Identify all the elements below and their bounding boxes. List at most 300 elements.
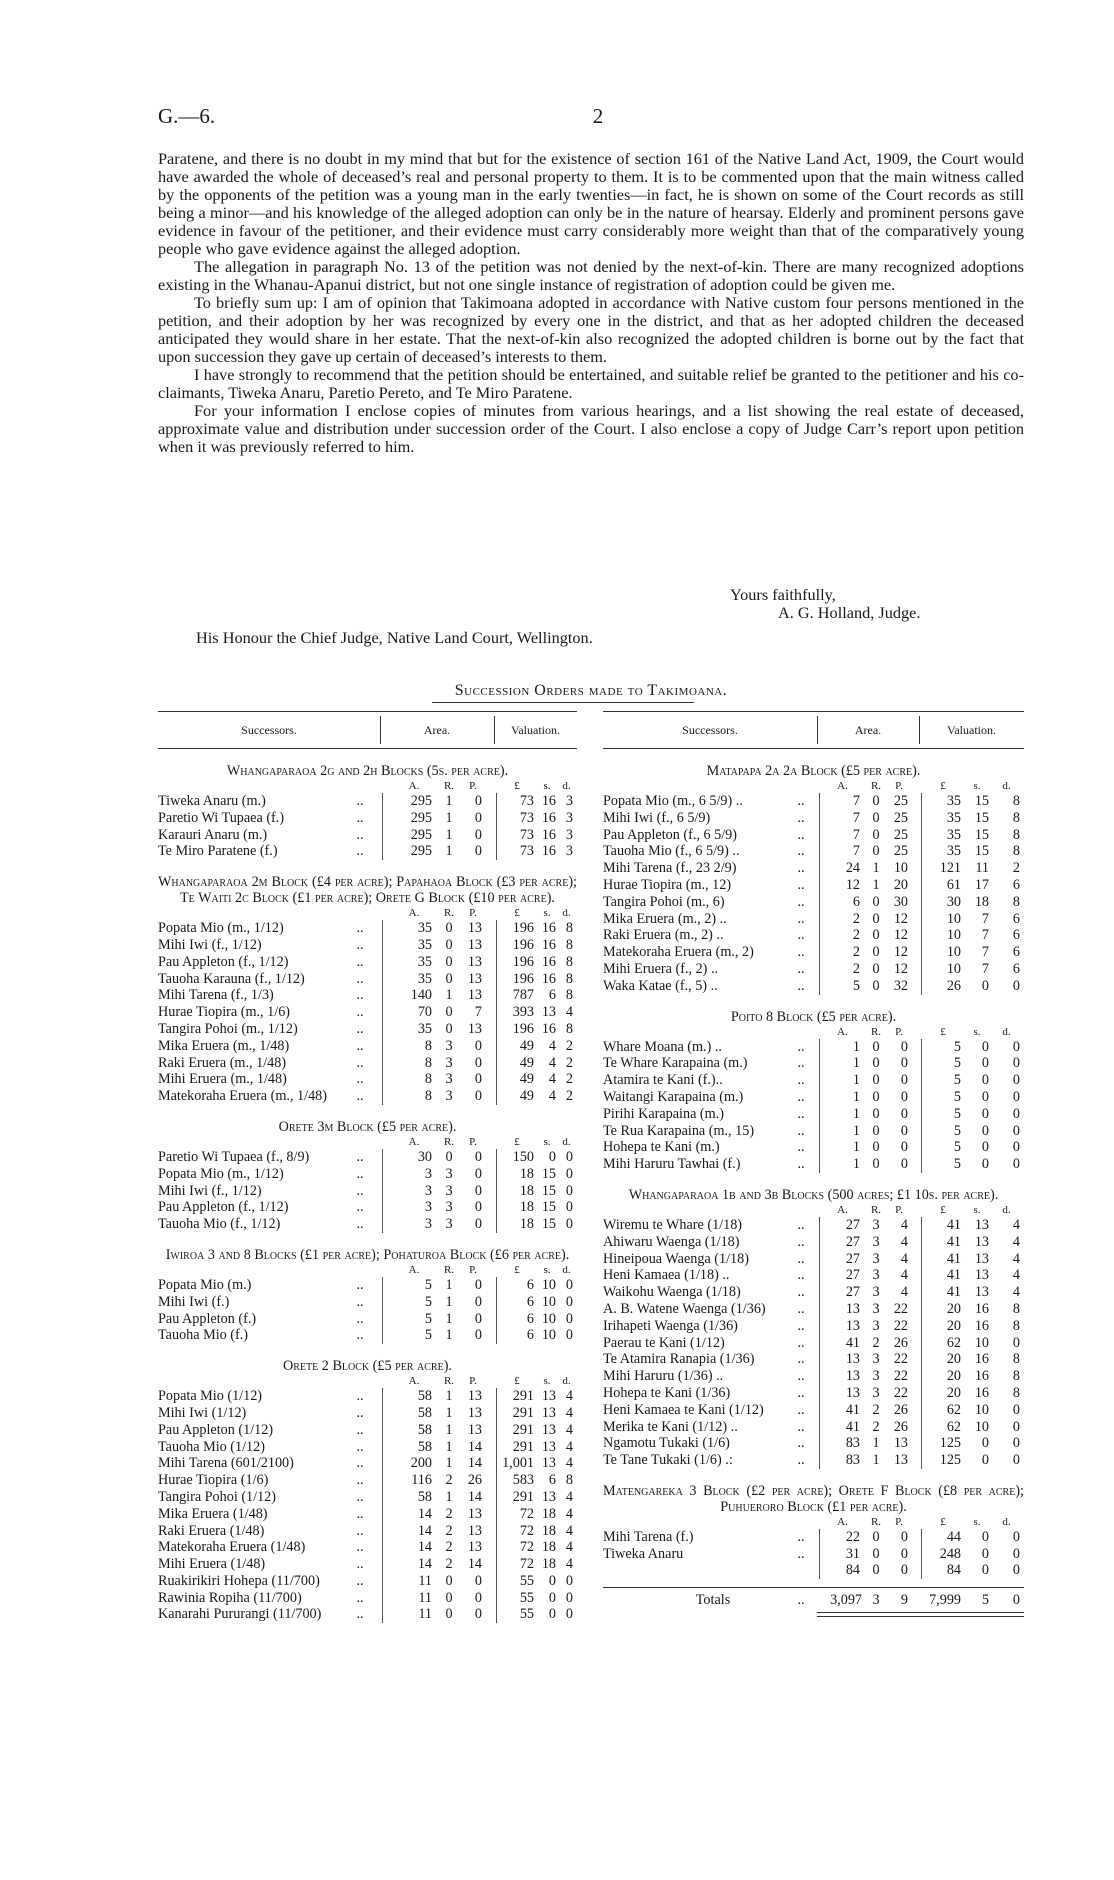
column-rule [382, 1004, 383, 1021]
area-roods: 0 [872, 1038, 880, 1055]
header-successors: Successors. [241, 723, 297, 737]
leader-dots: .. [797, 1545, 805, 1562]
letter-paragraph: The allegation in paragraph No. 13 of the petition was not denied by the next-of-kin. There are many recognized adoptions existing in the Whanau-Apanui district, but not one single instance of registration of adoption could be given me. [158, 257, 1024, 294]
successor-name: Atamira te Kani (f.).. [603, 1072, 723, 1089]
value-pence: 0 [1012, 1435, 1020, 1452]
area-roods: 1 [445, 1276, 453, 1293]
area-perches: 13 [467, 953, 482, 970]
area-acres: 31 [845, 1545, 860, 1562]
value-shillings: 0 [548, 1572, 556, 1589]
value-pence: 0 [1012, 1528, 1020, 1545]
area-roods: 3 [445, 1037, 453, 1054]
value-pence: 0 [1012, 1055, 1020, 1072]
value-pounds: 20 [946, 1351, 961, 1368]
leader-dots: .. [797, 1435, 805, 1452]
letter-signature: A. G. Holland, Judge. [778, 603, 921, 622]
area-roods: 2 [445, 1539, 453, 1556]
column-rule [382, 1021, 383, 1038]
area-roods: 2 [872, 1334, 880, 1351]
area-perches: 4 [900, 1267, 908, 1284]
table-row [158, 1294, 577, 1311]
column-rule [382, 1055, 383, 1072]
area-acres: 7 [852, 826, 860, 843]
value-pence: 6 [1012, 944, 1020, 961]
area-acres: 35 [417, 970, 432, 987]
value-shillings: 13 [541, 1455, 556, 1472]
total-pounds: 7,999 [929, 1592, 961, 1609]
column-rule [496, 1183, 497, 1200]
area-roods: 1 [872, 1435, 880, 1452]
value-pence: 3 [565, 826, 573, 843]
page-header [158, 104, 1038, 128]
area-perches: 20 [893, 876, 908, 893]
unit-roods: R. [870, 1515, 882, 1528]
area-acres: 3 [424, 1165, 432, 1182]
value-pence: 6 [1012, 876, 1020, 893]
area-roods: 0 [872, 960, 880, 977]
area-acres: 1 [852, 1156, 860, 1173]
value-pence: 8 [1012, 1300, 1020, 1317]
leader-dots: .. [797, 1038, 805, 1055]
leader-dots: .. [356, 1216, 364, 1233]
column-rule [382, 1038, 383, 1055]
successor-name: Matekoraha Eruera (m., 2) [603, 944, 754, 961]
area-acres: 1 [852, 1105, 860, 1122]
area-roods: 0 [872, 944, 880, 961]
area-perches: 0 [474, 1293, 482, 1310]
value-shillings: 0 [981, 1088, 989, 1105]
block-title: Poito 8 Block (£5 per acre). [730, 1008, 897, 1025]
area-roods: 0 [872, 927, 880, 944]
value-pounds: 72 [519, 1505, 534, 1522]
area-perches: 26 [467, 1472, 482, 1489]
table-row [158, 1149, 577, 1166]
area-acres: 2 [852, 910, 860, 927]
area-roods: 0 [872, 1072, 880, 1089]
value-shillings: 13 [974, 1233, 989, 1250]
area-roods: 1 [445, 1293, 453, 1310]
area-perches: 4 [900, 1233, 908, 1250]
block-title: Whangaparaoa 2m Block (£4 per acre); Papahaoa Block (£3 per acre); Te Waiti 2c Block (£1 per acre); Orete G Block (£10 per acre). [158, 874, 577, 907]
column-rule [819, 1055, 820, 1072]
value-pounds: 62 [946, 1418, 961, 1435]
leader-dots: .. [797, 1072, 805, 1089]
value-pence: 0 [1012, 1334, 1020, 1351]
area-acres: 13 [845, 1300, 860, 1317]
value-pounds: 5 [953, 1156, 961, 1173]
column-rule [819, 1335, 820, 1352]
value-pence: 8 [1012, 843, 1020, 860]
area-roods: 0 [872, 843, 880, 860]
block-title: Orete 3m Block (£5 per acre). [278, 1118, 457, 1135]
area-acres: 3 [424, 1182, 432, 1199]
column-rule [921, 810, 922, 827]
unit-perches: P. [469, 780, 477, 792]
table-row [603, 877, 1024, 894]
area-perches: 13 [467, 920, 482, 937]
successor-name: Tauoha Mio (f., 6 5/9) .. [603, 843, 740, 860]
successor-name: Pau Appleton (f., 1/12) [158, 1199, 289, 1216]
value-shillings: 16 [974, 1317, 989, 1334]
leader-dots: .. [356, 970, 364, 987]
area-perches: 4 [900, 1250, 908, 1267]
successor-name: Whare Moana (m.) .. [603, 1038, 722, 1055]
leader-dots: .. [797, 1105, 805, 1122]
value-pence: 8 [565, 1472, 573, 1489]
value-pounds: 18 [519, 1199, 534, 1216]
area-acres: 30 [417, 1148, 432, 1165]
value-pence: 8 [565, 953, 573, 970]
area-acres: 58 [417, 1438, 432, 1455]
table-row [158, 1422, 577, 1439]
leader-dots: .. [356, 1505, 364, 1522]
table-row [158, 1523, 577, 1540]
value-pounds: 41 [946, 1267, 961, 1284]
letter-closing: Yours faithfully, [730, 585, 836, 604]
value-shillings: 16 [974, 1384, 989, 1401]
value-pounds: 35 [946, 843, 961, 860]
area-roods: 1 [445, 1388, 453, 1405]
area-roods: 3 [445, 1199, 453, 1216]
unit-pence: d. [1002, 780, 1011, 792]
area-perches: 13 [467, 1020, 482, 1037]
area-roods: 1 [445, 1421, 453, 1438]
column-rule [819, 1123, 820, 1140]
area-roods: 2 [445, 1556, 453, 1573]
leader-dots: .. [797, 1334, 805, 1351]
table-row [603, 1419, 1024, 1436]
value-shillings: 0 [548, 1606, 556, 1623]
value-shillings: 4 [548, 1071, 556, 1088]
value-pounds: 20 [946, 1317, 961, 1334]
area-acres: 8 [424, 1054, 432, 1071]
column-rule [382, 1556, 383, 1573]
value-pence: 3 [565, 793, 573, 809]
value-pence: 0 [1012, 977, 1020, 994]
value-shillings: 16 [974, 1351, 989, 1368]
area-perches: 0 [474, 793, 482, 809]
unit-roods: R. [443, 780, 455, 792]
area-roods: 0 [872, 1528, 880, 1545]
value-pence: 0 [1012, 1401, 1020, 1418]
successor-name: Irihapeti Waenga (1/36) [603, 1317, 738, 1334]
area-acres: 295 [410, 793, 432, 809]
successor-name: Hohepa te Kani (m.) [603, 1139, 720, 1156]
value-pence: 8 [565, 1020, 573, 1037]
successor-name: Raki Eruera (m., 1/48) [158, 1054, 287, 1071]
area-roods: 3 [872, 1351, 880, 1368]
column-rule [819, 1106, 820, 1123]
table-row [158, 1055, 577, 1072]
value-shillings: 15 [541, 1165, 556, 1182]
column-rule [382, 971, 383, 988]
successor-name: Popata Mio (1/12) [158, 1388, 263, 1405]
area-acres: 41 [845, 1334, 860, 1351]
column-rule [496, 1088, 497, 1105]
column-rule [382, 954, 383, 971]
value-shillings: 0 [981, 1105, 989, 1122]
leader-dots: .. [356, 920, 364, 937]
table-row [158, 971, 577, 988]
table-row [158, 1071, 577, 1088]
area-perches: 0 [900, 1038, 908, 1055]
area-acres: 24 [845, 860, 860, 877]
area-acres: 2 [852, 944, 860, 961]
leader-dots: .. [797, 927, 805, 944]
unit-shillings: s. [973, 780, 981, 792]
successor-name: Tauoha Mio (1/12) [158, 1438, 265, 1455]
successor-name: Te Rua Karapaina (m., 15) [603, 1122, 755, 1139]
value-shillings: 16 [541, 1020, 556, 1037]
area-acres: 3 [424, 1216, 432, 1233]
value-pounds: 20 [946, 1368, 961, 1385]
letter-paragraph: I have strongly to recommend that the petition should be entertained, and suitable relief be granted to the petitioner and his co-claimants, Tiweka Anaru, Paretio Pereto, and Te Miro Paratene. [158, 365, 1024, 402]
area-perches: 0 [474, 1216, 482, 1233]
area-acres: 8 [424, 1037, 432, 1054]
area-acres: 1 [852, 1139, 860, 1156]
area-roods: 3 [872, 1300, 880, 1317]
leader-dots: .. [356, 1165, 364, 1182]
column-rule [496, 843, 497, 860]
area-perches: 0 [474, 1037, 482, 1054]
value-shillings: 11 [975, 860, 989, 877]
table-row [158, 793, 577, 810]
value-shillings: 6 [548, 1472, 556, 1489]
value-pence: 0 [565, 1216, 573, 1233]
total-pence: 0 [1012, 1592, 1020, 1609]
value-shillings: 16 [541, 793, 556, 809]
column-rule [496, 1523, 497, 1540]
column-rule [921, 1562, 922, 1579]
leader-dots: .. [797, 1418, 805, 1435]
value-shillings: 16 [541, 826, 556, 843]
table-row [158, 1539, 577, 1556]
value-pence: 0 [565, 1182, 573, 1199]
area-roods: 0 [872, 809, 880, 826]
area-acres: 12 [845, 876, 860, 893]
unit-roods: R. [443, 1135, 455, 1148]
successor-name: Ahiwaru Waenga (1/18) [603, 1233, 740, 1250]
value-shillings: 10 [541, 1293, 556, 1310]
table-row [603, 1368, 1024, 1385]
column-rule [496, 1216, 497, 1233]
unit-acres: A. [408, 1263, 420, 1276]
value-pence: 2 [565, 1054, 573, 1071]
area-perches: 26 [893, 1401, 908, 1418]
table-row [603, 894, 1024, 911]
area-perches: 0 [474, 1054, 482, 1071]
leader-dots: .. [797, 1284, 805, 1301]
successor-name: Tangira Pohoi (1/12) [158, 1488, 277, 1505]
value-pounds: 73 [519, 793, 534, 809]
value-pounds: 55 [519, 1572, 534, 1589]
value-pounds: 6 [526, 1310, 534, 1327]
table-row [158, 827, 577, 844]
leader-dots: .. [356, 793, 364, 809]
table-row [603, 1072, 1024, 1089]
unit-row [158, 1374, 577, 1388]
area-roods: 1 [872, 860, 880, 877]
column-rule [921, 978, 922, 995]
column-rule [921, 1546, 922, 1563]
table-row [603, 1335, 1024, 1352]
column-rule [819, 1139, 820, 1156]
area-acres: 35 [417, 920, 432, 937]
unit-pence: d. [562, 780, 571, 792]
column-rule [819, 1217, 820, 1234]
column-rule [921, 843, 922, 860]
column-rule [382, 1149, 383, 1166]
block-title: Whangaparaoa 1b and 3b Blocks (500 acres; £1 10s. per acre). [628, 1186, 999, 1203]
unit-perches: P. [469, 1135, 477, 1148]
successor-name: Mihi Tarena (f., 1/3) [158, 987, 274, 1004]
column-rule [382, 1327, 383, 1344]
successor-name: Raki Eruera (1/48) [158, 1522, 265, 1539]
table-row [603, 1089, 1024, 1106]
successor-name: Heni Kamaea (1/18) .. [603, 1267, 730, 1284]
area-roods: 3 [872, 1250, 880, 1267]
value-shillings: 0 [548, 1589, 556, 1606]
area-acres: 8 [424, 1071, 432, 1088]
column-rule [496, 827, 497, 844]
area-roods: 0 [872, 1545, 880, 1562]
successor-name: Tauoha Mio (f.) [158, 1327, 249, 1344]
value-pence: 4 [565, 1556, 573, 1573]
value-pence: 4 [565, 1505, 573, 1522]
successor-name: Matekoraha Eruera (m., 1/48) [158, 1088, 327, 1105]
column-rule [496, 1149, 497, 1166]
leader-dots: .. [356, 1054, 364, 1071]
successor-name: Wiremu te Whare (1/18) [603, 1216, 743, 1233]
successor-name: Tauoha Mio (f., 1/12) [158, 1216, 281, 1233]
value-pounds: 49 [519, 1037, 534, 1054]
column-rule [921, 1385, 922, 1402]
letter-paragraph: To briefly sum up: I am of opinion that Takimoana adopted in accordance with Native custom four persons mentioned in the petition, and their adoption by her was recognized by every one in the district, and that as her adopted children the deceased anticipated they would share in her estate. That the next-of-kin also recognized the adopted children is borne out by the fact that upon succession they gave up certain of deceased’s interests to them. [158, 293, 1024, 366]
value-pence: 4 [1012, 1250, 1020, 1267]
successor-name: Hineipoua Waenga (1/18) [603, 1250, 749, 1267]
area-acres: 58 [417, 1421, 432, 1438]
area-roods: 1 [872, 1452, 880, 1469]
value-shillings: 16 [541, 936, 556, 953]
area-perches: 0 [474, 843, 482, 860]
value-pence: 4 [565, 1004, 573, 1021]
value-pounds: 196 [512, 1020, 534, 1037]
value-pounds: 20 [946, 1384, 961, 1401]
area-perches: 0 [474, 1589, 482, 1606]
column-rule [382, 1088, 383, 1105]
column-rule [921, 1318, 922, 1335]
value-pounds: 72 [519, 1522, 534, 1539]
column-rule [496, 954, 497, 971]
successor-name: Hohepa te Kani (1/36) [603, 1384, 731, 1401]
area-acres: 116 [411, 1472, 432, 1489]
value-pence: 6 [1012, 910, 1020, 927]
area-roods: 2 [445, 1505, 453, 1522]
value-shillings: 0 [981, 1122, 989, 1139]
column-rule [921, 911, 922, 928]
table-row [603, 1284, 1024, 1301]
column-rule [382, 1455, 383, 1472]
table-row [603, 1251, 1024, 1268]
area-perches: 12 [893, 927, 908, 944]
area-roods: 0 [872, 1122, 880, 1139]
value-pence: 0 [565, 1293, 573, 1310]
area-perches: 0 [900, 1088, 908, 1105]
leader-dots: .. [797, 860, 805, 877]
table-row [603, 793, 1024, 810]
area-roods: 3 [445, 1165, 453, 1182]
value-pounds: 62 [946, 1334, 961, 1351]
value-pounds: 41 [946, 1284, 961, 1301]
area-acres: 5 [852, 977, 860, 994]
value-pence: 4 [565, 1488, 573, 1505]
table-row [158, 937, 577, 954]
successor-name: Mihi Haruru Tawhai (f.) [603, 1156, 741, 1173]
column-rule [819, 843, 820, 860]
table-row [158, 954, 577, 971]
successor-name: Mihi Iwi (1/12) [158, 1404, 247, 1421]
area-acres: 5 [424, 1327, 432, 1344]
unit-acres: A. [408, 1135, 420, 1148]
area-acres: 14 [417, 1505, 432, 1522]
area-acres: 70 [417, 1004, 432, 1021]
area-perches: 12 [893, 910, 908, 927]
value-pence: 2 [565, 1088, 573, 1105]
area-roods: 3 [445, 1071, 453, 1088]
unit-pence: d. [562, 1375, 571, 1388]
area-roods: 0 [445, 1572, 453, 1589]
column-rule [496, 1422, 497, 1439]
successor-name: Mika Eruera (1/48) [158, 1505, 268, 1522]
unit-acres: A. [837, 1203, 848, 1216]
area-perches: 0 [474, 1148, 482, 1165]
column-rule [382, 1422, 383, 1439]
table-row [603, 1529, 1024, 1546]
unit-shillings: s. [543, 1375, 551, 1388]
successor-name: Paretio Wi Tupaea (f.) [158, 809, 285, 826]
area-acres: 27 [845, 1250, 860, 1267]
leader-dots: .. [356, 809, 364, 826]
area-perches: 13 [467, 1388, 482, 1405]
area-perches: 13 [467, 1404, 482, 1421]
leader-dots: .. [797, 1528, 805, 1545]
leader-dots: .. [797, 893, 805, 910]
value-pence: 2 [1012, 860, 1020, 877]
value-pence: 0 [1012, 1072, 1020, 1089]
leader-dots: .. [356, 1522, 364, 1539]
area-roods: 0 [445, 1606, 453, 1623]
successor-name: Pau Appleton (f., 6 5/9) [603, 826, 737, 843]
column-rule [819, 1385, 820, 1402]
table-row [158, 1455, 577, 1472]
area-perches: 13 [467, 936, 482, 953]
unit-row [158, 1263, 577, 1277]
column-rule [819, 911, 820, 928]
value-pounds: 20 [946, 1300, 961, 1317]
total-perches: 9 [900, 1592, 908, 1609]
area-perches: 13 [467, 970, 482, 987]
area-roods: 3 [445, 1216, 453, 1233]
leader-dots: .. [356, 1071, 364, 1088]
value-shillings: 0 [981, 1038, 989, 1055]
area-roods: 3 [872, 1216, 880, 1233]
column-rule [921, 1267, 922, 1284]
column-rule [382, 1606, 383, 1623]
area-perches: 0 [900, 1122, 908, 1139]
area-roods: 3 [872, 1267, 880, 1284]
value-pence: 4 [1012, 1233, 1020, 1250]
column-rule [921, 1251, 922, 1268]
